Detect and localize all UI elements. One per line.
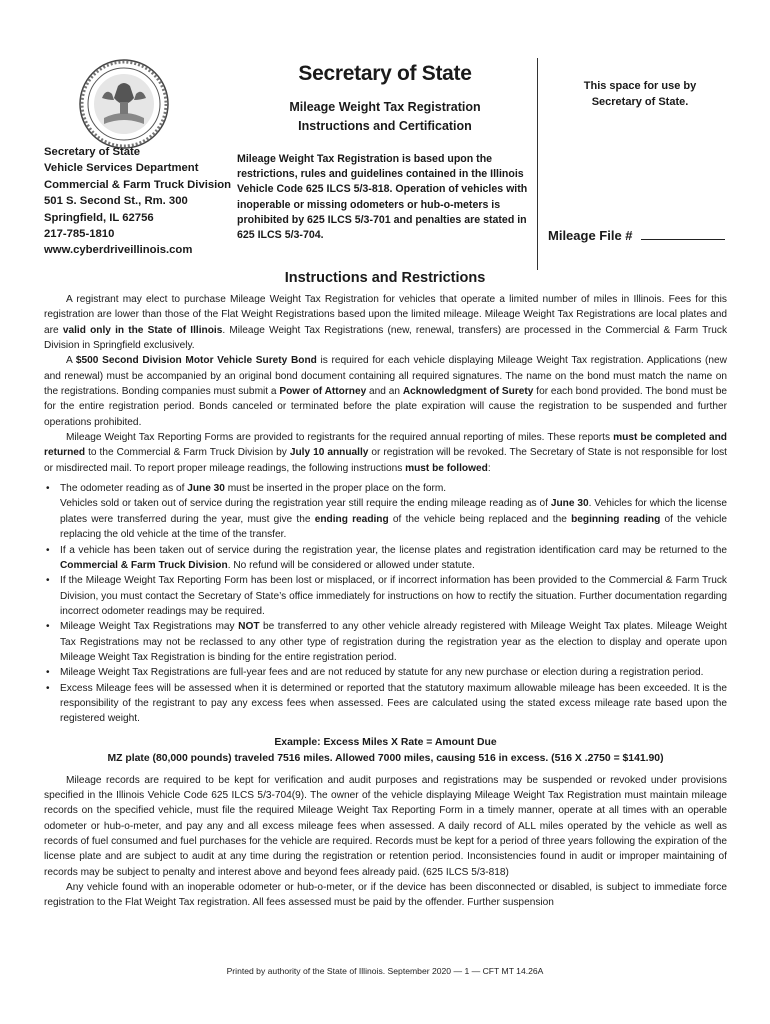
paragraph-2: A $500 Second Division Motor Vehicle Surety Bond is required for each vehicle displaying Mileage Weight Tax registration. Applications (new and renewal) must be accompanied by an original bond document containing all required signatures. The name on the bond must match the name on the registrations. Bonding companies must submit a Power of Attorney and an Acknowledgment of Surety for each bond provided. The bond must be for the entire registration period. Bonds canceled or terminated before the plate expiration will cause the registration to be suspended and further operations prohibited. [44,355,727,428]
list-item: • Mileage Weight Tax Registrations may NOT be transferred to any other vehicle already registered with Mileage Weight Tax plates. Mileage Weight Tax Registrations may not be reclassed to any other type of registration during the registration year as the election to display and operate upon Mileage Weight Tax Registration is binding for the entire registration period. [44,619,727,665]
footer-text: Printed by authority of the State of Illinois. September 2020 — 1 — CFT MT 14.26A [226,966,544,976]
section-title: Instructions and Restrictions [284,270,486,286]
list-item: • If the Mileage Weight Tax Reporting Form has been lost or misplaced, or if incorrect information has been provided to the Commercial & Farm Truck Division, you must contact the Secretary of State’s office immediately for instructions on how to rectify the situation. Further documentation regarding incorrect odometer readings may be required. [44,573,727,619]
subtitle-line-2: Instructions and Certification [298,119,472,133]
address-line: Secretary of State [44,146,141,158]
example-line-1: Example: Excess Miles X Rate = Amount Due [274,736,497,748]
mileage-file-blank[interactable] [641,228,725,240]
address-line: 217-785-1810 [44,228,115,241]
reserved-space-note [565,78,715,110]
paragraph-1: A registrant may elect to purchase Mileage Weight Tax Registration for vehicles that operate a limited number of miles in Illinois. Fees for this registration are lower than those of the Flat Weight Registrations based upon the limited mileage. Mileage Weight Tax Registrations are local plates and are valid only in the State of Illinois. Mileage Weight Tax Registrations (new, renewal, transfers) are processed in the Commercial & Farm Truck Division in Springfield exclusively. [44,294,728,352]
address-line: Vehicle Services Department [44,162,199,175]
address-line: 501 S. Second St., Rm. 300 [44,195,188,208]
notice-text: Mileage Weight Tax Registration is based upon the restrictions, rules and guidelines contained in the Illinois Vehicle Code 625 ILCS 5/3-818. Operation of vehicles with inoperable or missing odometers or hub-o-meters is prohibited by 625 ILCS 5/3-701 and penalties are stated in 625 ILCS 5/3-704. [237,153,528,242]
address-line: Springfield, IL 62756 [44,211,154,224]
paragraph-4: Mileage records are required to be kept for verification and audit purposes and registrations may be suspended or revoked under provisions specified in the Illinois Vehicle Code 625 ILCS 5/3-704(9). The owner of the vehicle displaying Mileage Weight Tax Registration must maintain mileage records on the specified vehicle, must file the required Mileage Weight Tax Reporting Form in a timely manner, operate at all times with an operable odometer or hub-o-meter, and pay any and all excess mileage fees when assessed. A daily record of ALL miles operated by the vehicle as well as records of fuel consumed and fuel purchases for the vehicle are required. Records must be kept for a period of three years following the expiration of the license plate and are subject to audit at any time during the registration or retention period. Inconsistencies found in audit or improper maintaining of records may be subject to penalty and interest above and beyond fees already paid. (625 ILCS 5/3-818) [44,774,727,878]
subtitle-line-1: Mileage Weight Tax Registration [289,100,481,114]
instruction-list [44,481,727,727]
address-block [44,144,234,259]
list-item: • Mileage Weight Tax Registrations are full-year fees and are not reduced by statute for any new purchase or election during a registration period. [44,665,727,680]
divider [537,58,538,270]
page-subtitle [270,98,500,136]
example-block [44,735,727,767]
list-item: • The odometer reading as of June 30 must be inserted in the proper place on the form. Vehicles sold or taken out of service during the registration year still require the ending mileage reading as of June 30. Vehicles for which the license plates were transferred during the year, must give the ending reading of the vehicle being replaced and the beginning reading of the vehicle replacing the old vehicle at the time of the transfer. [44,481,727,542]
paragraph-3: Mileage Weight Tax Reporting Forms are provided to registrants for the required annual reporting of miles. These reports must be completed and returned to the Commercial & Farm Truck Division by July 10 annually or registration will be revoked. The Secretary of State is not responsible for lost or misdirected mail. To report proper mileage readings, the following instructions must be followed: [44,432,727,474]
example-line-2: MZ plate (80,000 pounds) traveled 7516 miles. Allowed 7000 miles, causing 516 in excess. (516 X .2750 = $141.90) [107,752,664,764]
mileage-file-label: Mileage File # [548,228,633,243]
list-item: • If a vehicle has been taken out of service during the registration year, the license plates and registration identification card may be returned to the Commercial & Farm Truck Division. No refund will be considered or allowed under statute. [44,543,727,574]
address-line: www.cyberdriveillinois.com [44,244,193,257]
mileage-file-field [548,228,725,243]
address-line: Commercial & Farm Truck Division [44,178,232,191]
state-seal-icon [78,58,170,150]
page-title: Secretary of State [298,62,472,85]
title-block [270,62,500,136]
reserved-line-2: Secretary of State. [591,96,689,108]
list-item: • Excess Mileage fees will be assessed when it is determined or reported that the statutory maximum allowable mileage has been exceeded. It is the responsibility of the registrant to pay any excess fees when assessed. Fees are calculated using the stated excess mileage rate based upon the registered weight. [44,681,727,727]
instructions-body [44,292,727,911]
reserved-line-1: This space for use by [583,80,697,92]
paragraph-5: Any vehicle found with an inoperable odometer or hub-o-meter, or if the device has been disconnected or disabled, is subject to immediate force registration to the Flat Weight Tax registration. All fees assessed must be paid by the offender. Further suspension [44,882,727,909]
